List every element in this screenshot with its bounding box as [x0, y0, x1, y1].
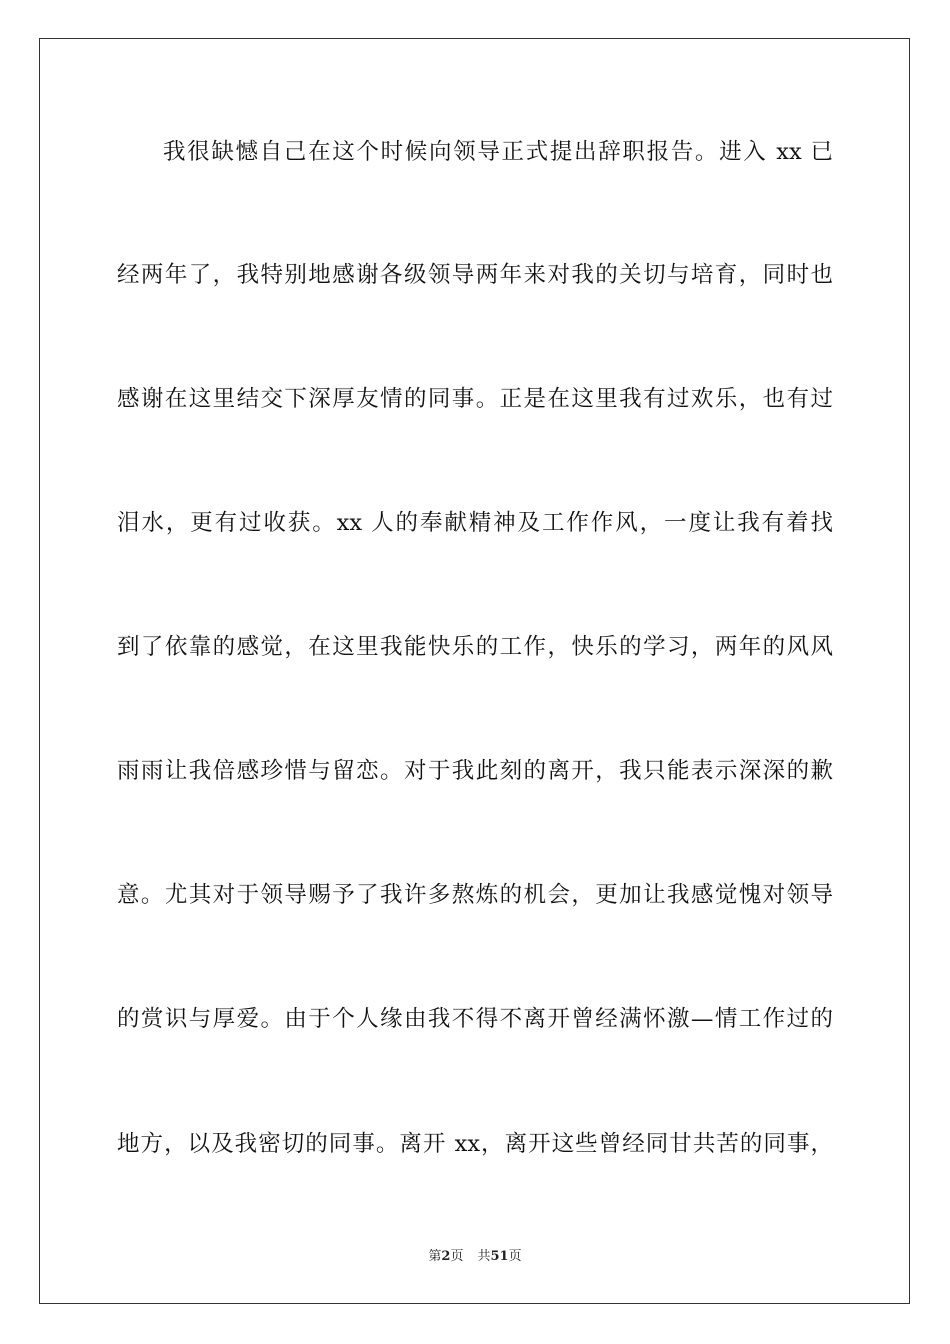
body-line-7: 意。尤其对于领导赐予了我许多熬炼的机会，更加让我感觉愧对领导: [117, 882, 833, 908]
body-line-6: 雨雨让我倍感珍惜与留恋。对于我此刻的离开，我只能表示深深的歉: [117, 758, 833, 784]
page-number: 2: [441, 1249, 451, 1264]
body-line-3: 感谢在这里结交下深厚友情的同事。正是在这里我有过欢乐，也有过: [117, 386, 833, 412]
body-line-5: 到了依靠的感觉，在这里我能快乐的工作，快乐的学习，两年的风风: [117, 634, 833, 660]
body-line-4: 泪水，更有过收获。xx 人的奉献精神及工作作风，一度让我有着找: [117, 510, 833, 536]
body-line-9: 地方，以及我密切的同事。离开 xx，离开这些曾经同甘共苦的同事，: [117, 1131, 833, 1157]
page-frame: [39, 38, 910, 1304]
body-line-8: 的赏识与厚爱。由于个人缘由我不得不离开曾经满怀激—情工作过的: [117, 1006, 833, 1032]
body-line-1: 我很缺憾自己在这个时候向领导正式提出辞职报告。进入 xx 已: [163, 139, 833, 165]
page-label-suffix: 页: [450, 1249, 464, 1264]
total-label-suffix: 页: [508, 1249, 522, 1264]
total-label-prefix: 共: [477, 1249, 491, 1264]
page-label-prefix: 第: [428, 1249, 442, 1264]
total-pages: 51: [490, 1249, 509, 1264]
body-line-2: 经两年了，我特别地感谢各级领导两年来对我的关切与培育，同时也: [117, 262, 833, 288]
page-footer: [0, 1248, 950, 1266]
